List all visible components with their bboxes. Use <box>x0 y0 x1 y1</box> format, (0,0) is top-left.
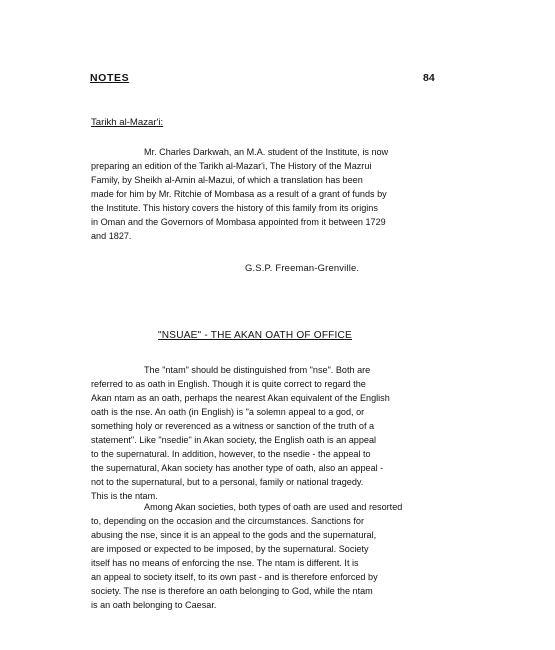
text-line: Akan ntam as an oath, perhaps the nearest Akan equivalent of the English <box>91 393 390 403</box>
text-line: something holy or reverenced as a witness or sanction of the truth of a <box>91 421 375 431</box>
author-signature: G.S.P. Freeman-Grenville. <box>245 262 360 273</box>
text-line: preparing an edition of the Tarikh al-Mazar'i, The History of the Mazrui <box>91 161 372 171</box>
section-heading-nsuae <box>158 330 352 341</box>
text-line: oath is the nse. An oath (in English) is "a solemn appeal to a god, or <box>91 407 365 417</box>
text-line: and 1827. <box>91 231 132 241</box>
text-line: Among Akan societies, both types of oath are used and resorted <box>144 502 403 512</box>
text-line: to, depending on the occasion and the circumstances. Sanctions for <box>91 516 364 526</box>
text-line: the supernatural, Akan society has another type of oath, also an appeal - <box>91 463 384 473</box>
text-line: an appeal to society itself, to its own past - and is therefore enforced by <box>91 572 378 582</box>
paragraph-akan-societies <box>91 500 402 612</box>
paragraph-ntam-nse <box>91 363 390 503</box>
page-number: 84 <box>423 72 435 84</box>
text-line: are imposed or expected to be imposed, by the supernatural. Society <box>91 544 369 554</box>
text-line: referred to as oath in English. Though it is quite correct to regard the <box>91 379 366 389</box>
text-line: to the supernatural. In addition, however, to the nsedie - the appeal to <box>91 449 371 459</box>
running-header-title: NOTES <box>90 72 130 84</box>
text-line: is an oath belonging to Caesar. <box>91 600 217 610</box>
text-line: made for him by Mr. Ritchie of Mombasa as a result of a grant of funds by <box>91 189 387 199</box>
heading-text: "NSUAE" - THE AKAN OATH OF OFFICE <box>158 330 352 341</box>
text-line: Family, by Sheikh al-Amin al-Mazui, of which a translation has been <box>91 175 363 185</box>
text-line: society. The nse is therefore an oath belonging to God, while the ntam <box>91 586 373 596</box>
paragraph-tarikh <box>91 145 388 243</box>
text-line: Mr. Charles Darkwah, an M.A. student of the Institute, is now <box>144 147 389 157</box>
text-line: statement". Like "nsedie" in Akan society, the English oath is an appeal <box>91 435 377 445</box>
text-line: itself has no means of enforcing the nse. The ntam is different. It is <box>91 558 359 568</box>
text-line: The "ntam" should be distinguished from "nse". Both are <box>144 365 371 375</box>
text-line: abusing the nse, since it is an appeal to the gods and the supernatural, <box>91 530 377 540</box>
text-line: This is the ntam. <box>91 491 158 501</box>
section-title-tarikh: Tarikh al-Mazar'i: <box>91 117 164 128</box>
text-line: the Institute. This history covers the history of this family from its origins <box>91 203 378 213</box>
text-line: not to the supernatural, but to a personal, family or national tragedy. <box>91 477 364 487</box>
text-line: in Oman and the Governors of Mombasa appointed from it between 1729 <box>91 217 386 227</box>
